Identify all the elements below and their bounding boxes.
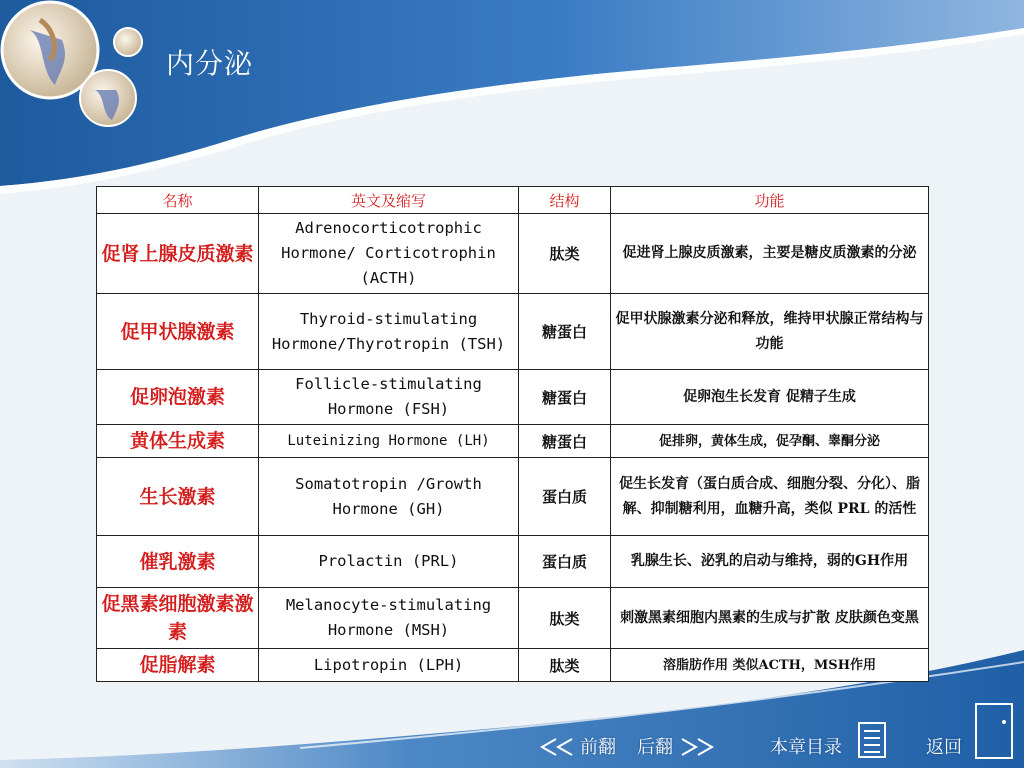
hormone-function: 刺激黑素细胞内黑素的生成与扩散 皮肤颜色变黑 [611, 588, 929, 649]
hormone-structure: 蛋白质 [519, 536, 611, 588]
hormone-structure: 糖蛋白 [519, 370, 611, 425]
hormone-function: 促排卵，黄体生成，促孕酮、睾酮分泌 [611, 425, 929, 458]
table-row [97, 588, 929, 649]
hormone-name: 催乳激素 [97, 536, 259, 588]
hormone-function: 促进肾上腺皮质激素，主要是糖皮质激素的分泌 [611, 214, 929, 294]
table-row [97, 458, 929, 536]
hormone-structure: 肽类 [519, 649, 611, 682]
hormone-structure: 糖蛋白 [519, 425, 611, 458]
hormone-function: 溶脂肪作用 类似ACTH，MSH作用 [611, 649, 929, 682]
table-row [97, 370, 929, 425]
hormone-function: 促卵泡生长发育 促精子生成 [611, 370, 929, 425]
hormone-name: 促肾上腺皮质激素 [97, 214, 259, 294]
hormone-english: Somatotropin /Growth Hormone (GH) [259, 458, 519, 536]
table-row [97, 425, 929, 458]
hormone-structure: 蛋白质 [519, 458, 611, 536]
chapter-contents-button[interactable]: 本章目录 [770, 737, 842, 758]
prev-page-button[interactable]: 前翻 [580, 737, 616, 758]
header-english: 英文及缩写 [259, 187, 519, 214]
table-header-row [97, 187, 929, 214]
table-row [97, 294, 929, 370]
hormone-name: 生长激素 [97, 458, 259, 536]
header-function: 功能 [611, 187, 929, 214]
table-row [97, 649, 929, 682]
header-structure: 结构 [519, 187, 611, 214]
hormone-english: Melanocyte-stimulating Hormone (MSH) [259, 588, 519, 649]
next-arrow-icon[interactable] [676, 737, 716, 757]
hormone-name: 促黑素细胞激素激素 [97, 588, 259, 649]
list-icon[interactable] [858, 722, 886, 758]
hormone-name: 促甲状腺激素 [97, 294, 259, 370]
door-icon[interactable] [974, 702, 1014, 760]
hormone-name: 黄体生成素 [97, 425, 259, 458]
prev-arrow-icon[interactable] [538, 737, 578, 757]
hormone-structure: 糖蛋白 [519, 294, 611, 370]
hormone-structure: 肽类 [519, 214, 611, 294]
hormone-english: Luteinizing Hormone (LH) [259, 425, 519, 458]
hormone-structure: 肽类 [519, 588, 611, 649]
hormone-table [96, 186, 929, 682]
hormone-function: 乳腺生长、泌乳的启动与维持，弱的GH作用 [611, 536, 929, 588]
hormone-name: 促脂解素 [97, 649, 259, 682]
hormone-english: Prolactin (PRL) [259, 536, 519, 588]
hormone-name: 促卵泡激素 [97, 370, 259, 425]
page-title: 内分泌 [166, 47, 254, 80]
hormone-english: Follicle-stimulating Hormone (FSH) [259, 370, 519, 425]
hormone-function: 促生长发育（蛋白质合成、细胞分裂、分化）、脂解、抑制糖利用，血糖升高，类似 PRL 的活性 [611, 458, 929, 536]
next-page-button[interactable]: 后翻 [637, 737, 673, 758]
back-button[interactable]: 返回 [926, 737, 962, 758]
hormone-function: 促甲状腺激素分泌和释放，维持甲状腺正常结构与功能 [611, 294, 929, 370]
header-name: 名称 [97, 187, 259, 214]
table-row [97, 536, 929, 588]
hormone-english: Lipotropin (LPH) [259, 649, 519, 682]
hormone-english: Thyroid-stimulating Hormone/Thyrotropin (TSH) [259, 294, 519, 370]
table-row [97, 214, 929, 294]
hormone-english: Adrenocorticotrophic Hormone/ Corticotrophin (ACTH) [259, 214, 519, 294]
